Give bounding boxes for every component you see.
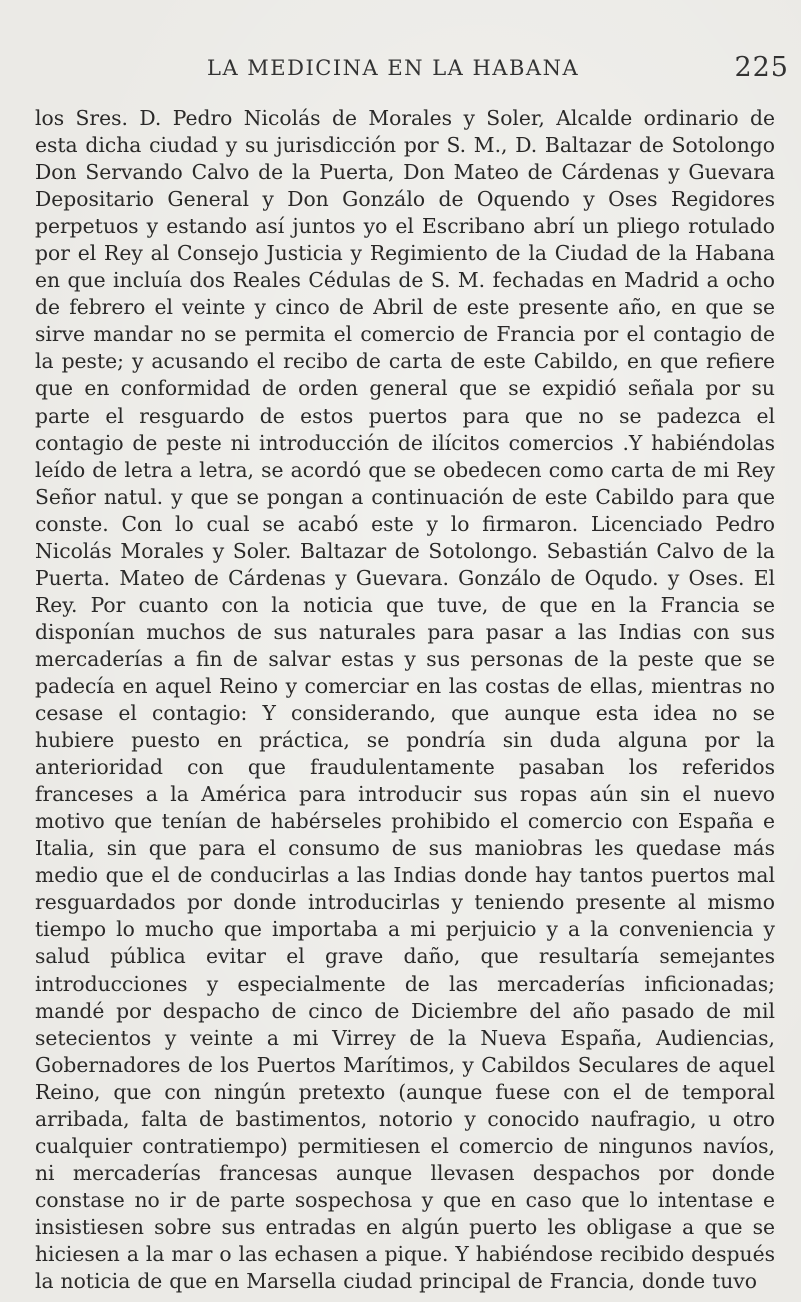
running-head [0,52,801,96]
paragraph: los Sres. D. Pedro Nicolás de Morales y Soler, Alcalde ordinario de esta dicha ciudad y su jurisdicción por S. M., D. Baltazar de Sotolongo Don Servando Calvo de la Puerta, Don Mateo de Cárdenas y Guevara Depositario General y Don Gonzálo de Oquendo y Oses Regidores perpetuos y estando así juntos yo el Escribano abrí un pliego rotulado por el Rey al Consejo Justicia y Regimiento de la Ciudad de la Habana en que incluía dos Reales Cédulas de S. M. fechadas en Madrid a ocho de febrero el veinte y cinco de Abril de este presente año, en que se sirve mandar no se permita el comercio de Francia por el contagio de la peste; y acusando el recibo de carta de este Cabildo, en que refiere que en conformidad de orden general que se expidió señala por su parte el resguardo de estos puertos para que no se padezca el contagio de peste ni introducción de ilícitos comercios .Y habiéndolas leído de letra a letra, se acordó que se obedecen como carta de mi Rey Señor natul. y que se pongan a continuación de este Cabildo para que conste. Con lo cual se acabó este y lo firmaron. Licenciado Pedro Nicolás Morales y Soler. Baltazar de Sotolongo. Sebastián Calvo de la Puerta. Mateo de Cárdenas y Guevara. Gonzálo de Oqudo. y Oses. El Rey. Por cuanto con la noticia que tuve, de que en la Francia se disponían muchos de sus naturales para pasar a las Indias con sus mercaderías a fin de salvar estas y sus personas de la peste que se padecía en aquel Reino y comerciar en las costas de ellas, mientras no cesase el contagio: Y considerando, que aunque esta idea no se hubiere puesto en práctica, se pondría sin duda alguna por la anterioridad con que fraudulentamente pasaban los referidos franceses a la América para introducir sus ropas aún sin el nuevo motivo que tenían de habérseles prohibido el comercio con España e Italia, sin que para el consumo de sus maniobras les quedase más medio que el de conducirlas a las Indias donde hay tantos puertos mal resguardados por donde introducirlas y teniendo presente al mismo tiempo lo mucho que importaba a mi perjuicio y a la conveniencia y salud pública evitar el grave daño, que resultaría semejantes introducciones y especialmente de las mercaderías inficionadas; mandé por despacho de cinco de Diciembre del año pasado de mil setecientos y veinte a mi Virrey de la Nueva España, Audiencias, Gobernadores de los Puertos Marítimos, y Cabildos Seculares de aquel Reino, que con ningún pretexto (aunque fuese con el de temporal arribada, falta de bastimentos, notorio y conocido naufragio, u otro cualquier contratiempo) permitiesen el comercio de ningunos navíos, ni mercaderías francesas aunque llevasen despachos por donde constase no ir de parte sospechosa y que en caso que lo intentase e insistiesen sobre sus entradas en algún puerto les obligase a que se hiciesen a la mar o las echasen a pique. Y habiéndose recibido después la noticia de que en Marsella ciudad principal de Francia, donde tuvo [35,106,775,1294]
body-text [35,105,775,1295]
running-title: LA MEDICINA EN LA HABANA [207,56,580,80]
page-number: 225 [734,52,789,83]
